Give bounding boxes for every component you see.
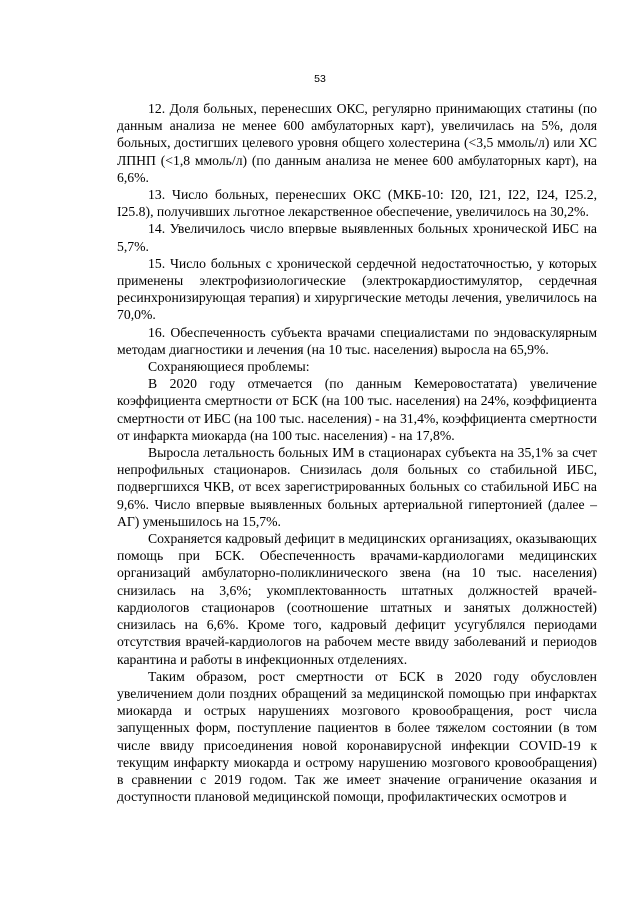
paragraph-item-14: 14. Увеличилось число впервые выявленных больных хронической ИБС на 5,7%. (117, 221, 597, 254)
paragraph-mortality: В 2020 году отмечается (по данным Кемеровостатата) увеличение коэффициента смертности от БСК (на 100 тыс. населения) на 24%, коэффициента смертности от ИБС (на 100 тыс. населения) - на 31,4%, коэффициента смертности от инфаркта миокарда (на 100 тыс. населения) - на 17,8%. (117, 376, 597, 443)
paragraph-item-15: 15. Число больных с хронической сердечной недостаточностью, у которых применены электрофизиологические (электрокардиостимулятор, сердечная ресинхронизирующая терапия) и хирургические методы лечения, увеличилось на 70,0%. (117, 255, 597, 323)
section-heading-problems: Сохраняющиеся проблемы: (148, 359, 310, 375)
document-body (117, 100, 597, 805)
paragraph-item-16: 16. Обеспеченность субъекта врачами специалистами по эндоваскулярным методам диагностики и лечения (на 10 тыс. населения) выросла на 65,9%. (117, 324, 597, 357)
paragraph-staff-deficit: Сохраняется кадровый дефицит в медицинских организациях, оказывающих помощь при БСК. Обеспеченность врачами-кардиологами медицинских организаций амбулаторно-поликлинического звена (на 10 тыс. населения) снизилась на 3,6%; укомплектованность штатных должностей врачей-кардиологов стационаров (соотношение штатных и занятых должностей) снизилась на 6,6%. Кроме того, кадровый дефицит усугублялся периодами отсутствия врачей-кардиологов на рабочем месте ввиду заболеваний и периодов карантина и работы в инфекционных отделениях. (117, 531, 597, 667)
paragraph-item-12: 12. Доля больных, перенесших ОКС, регулярно принимающих статины (по данным анализа не менее 600 амбулаторных карт), увеличилась на 5%, доля больных, достигших целевого уровня общего холестерина (<3,5 ммоль/л) или ХС ЛПНП (<1,8 ммоль/л) (по данным анализа не менее 600 амбулаторных карт), на 6,6%. (117, 101, 597, 185)
page-number: 53 (314, 73, 326, 85)
paragraph-lethality: Выросла летальность больных ИМ в стационарах субъекта на 35,1% за счет непрофильных стационаров. Снизилась доля больных со стабильной ИБС, подвергшихся ЧКВ, от всех зарегистрированных больных со стабильной ИБС на 9,6%. Число впервые выявленных больных артериальной гипертонией (далее – АГ) уменьшилось на 15,7%. (117, 445, 597, 529)
paragraph-conclusion: Таким образом, рост смертности от БСК в 2020 году обусловлен увеличением доли поздних обращений за медицинской помощью при инфарктах миокарда и острых нарушениях мозгового кровообращения, рост числа запущенных форм, поступление пациентов в более тяжелом состоянии (в том числе ввиду присоединения новой коронавирусной инфекции COVID-19 к текущим инфаркту миокарда и острому нарушению мозгового кровообращения) в сравнении с 2019 годом. Так же имеет значение ограничение оказания и доступности плановой медицинской помощи, профилактических осмотров и (117, 668, 597, 805)
paragraph-item-13: 13. Число больных, перенесших ОКС (МКБ-10: I20, I21, I22, I24, I25.2, I25.8), получивших льготное лекарственное обеспечение, увеличилось на 30,2%. (117, 187, 597, 220)
